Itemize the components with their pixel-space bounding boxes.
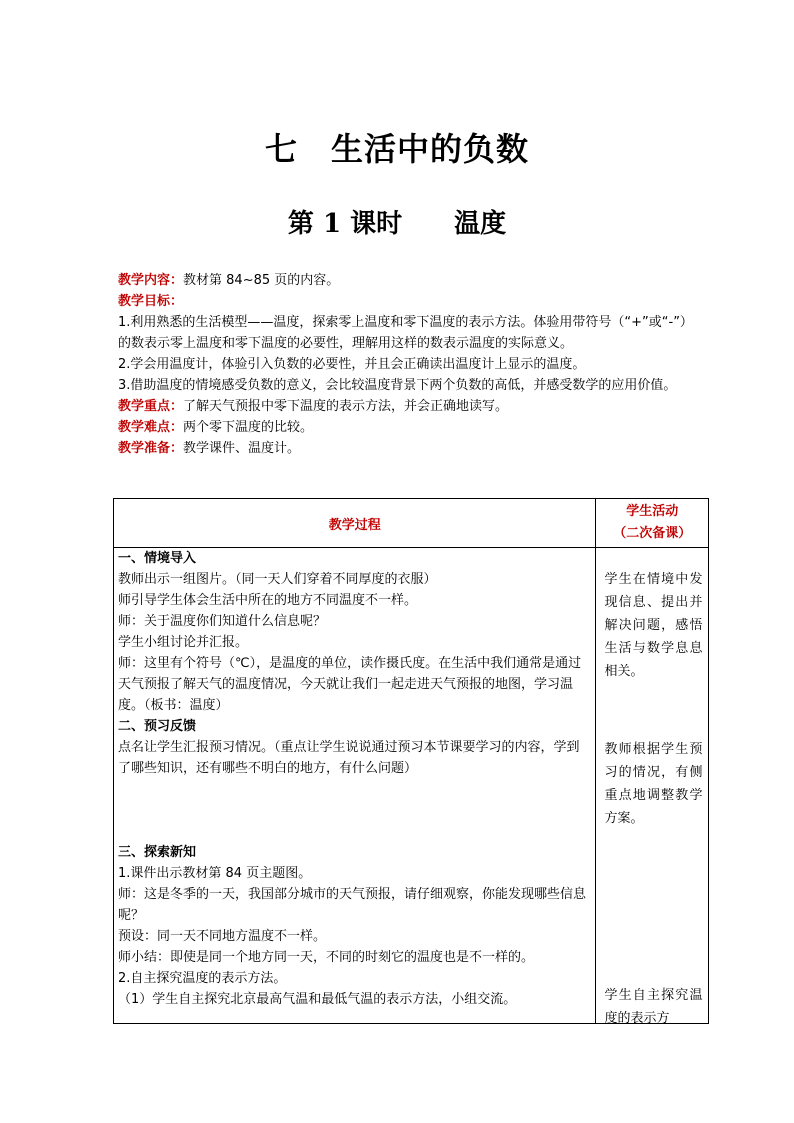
section-heading: 一、情境导入 — [118, 551, 197, 566]
teaching-prep-label: 教学准备： — [118, 441, 184, 456]
activity-note: 学生自主探究温度的表示方 — [604, 988, 703, 1026]
teaching-key-label: 教学重点： — [118, 399, 184, 414]
process-line: 2.自主探究温度的表示方法。 — [118, 971, 287, 986]
teaching-process-cell — [114, 548, 596, 1024]
teaching-content-label: 教学内容： — [118, 273, 184, 288]
lesson-meta — [118, 270, 698, 459]
teaching-goal-3: 3.借助温度的情境感受负数的意义，会比较温度背景下两个负数的高低，并感受数学的应用价值。 — [118, 378, 677, 393]
teaching-content — [118, 270, 698, 291]
teaching-content-text: 教材第 84~85 页的内容。 — [183, 273, 340, 288]
teaching-preparation — [118, 438, 698, 459]
teaching-prep-text: 教学课件、温度计。 — [183, 441, 301, 456]
process-line: 教师出示一组图片。（同一天人们穿着不同厚度的衣服） — [118, 572, 437, 587]
lesson-process-table — [113, 498, 709, 1024]
section-heading: 三、探索新知 — [118, 845, 197, 860]
teaching-difficulty — [118, 417, 698, 438]
teaching-goal-1: 1.利用熟悉的生活模型——温度，探索零上温度和零下温度的表示方法。体验用带符号（“+”或“-”）的数表示零上温度和零下温度的必要性，理解用这样的数表示温度的实际意义。 — [118, 315, 693, 351]
table-header-row — [114, 499, 709, 548]
teaching-difficulty-label: 教学难点： — [118, 420, 184, 435]
header-student-activity — [596, 499, 709, 548]
process-line: 学生小组讨论并汇报。 — [118, 635, 249, 650]
header-activity-line2: （二次备课） — [613, 526, 692, 541]
process-line: 点名让学生汇报预习情况。（重点让学生说说通过预习本节课要学习的内容，学到了哪些知识，还有哪些不明白的地方，有什么问题） — [118, 740, 580, 776]
teaching-goal-2: 2.学会用温度计，体验引入负数的必要性，并且会正确读出温度计上显示的温度。 — [118, 357, 586, 372]
spacer — [118, 779, 591, 842]
section-heading: 二、预习反馈 — [118, 719, 197, 734]
teaching-key-point — [118, 396, 698, 417]
header-teaching-process: 教学过程 — [114, 499, 596, 548]
process-line: （1）学生自主探究北京最高气温和最低气温的表示方法，小组交流。 — [118, 992, 517, 1007]
activity-note: 学生在情境中发现信息、提出并解决问题，感悟生活与数学息息相关。 — [604, 572, 703, 679]
table-body-row — [114, 548, 709, 1024]
process-line: 师：关于温度你们知道什么信息呢？ — [118, 614, 327, 629]
process-line: 师引导学生体会生活中所在的地方不同温度不一样。 — [118, 593, 418, 608]
teaching-goals-heading: 教学目标： — [118, 294, 184, 309]
process-line: 1.课件出示教材第 84 页主题图。 — [118, 866, 312, 881]
process-line: 师小结：即使是同一个地方同一天，不同的时刻它的温度也是不一样的。 — [118, 950, 535, 965]
lesson-unit-title: 七 生活中的负数 — [264, 130, 529, 168]
activity-note: 教师根据学生预习的情况，有侧重点地调整教学方案。 — [604, 742, 703, 826]
header-activity-line1: 学生活动 — [626, 504, 679, 519]
process-line: 师：这是冬季的一天，我国部分城市的天气预报，请仔细观察，你能发现哪些信息呢？ — [118, 887, 587, 923]
process-line: 师：这里有个符号（℃），是温度的单位，读作摄氏度。在生活中我们通常是通过天气预报了解天气的温度情况，今天就让我们一起走进天气预报的地图，学习温度。（板书：温度） — [118, 656, 582, 713]
lesson-subtitle: 第 1 课时 温度 — [287, 209, 507, 239]
student-activity-cell — [596, 548, 709, 1024]
process-line: 预设：同一天不同地方温度不一样。 — [118, 929, 327, 944]
teaching-difficulty-text: 两个零下温度的比较。 — [183, 420, 314, 435]
teaching-key-text: 了解天气预报中零下温度的表示方法，并会正确地读写。 — [183, 399, 509, 414]
teaching-goals-label — [118, 291, 698, 312]
